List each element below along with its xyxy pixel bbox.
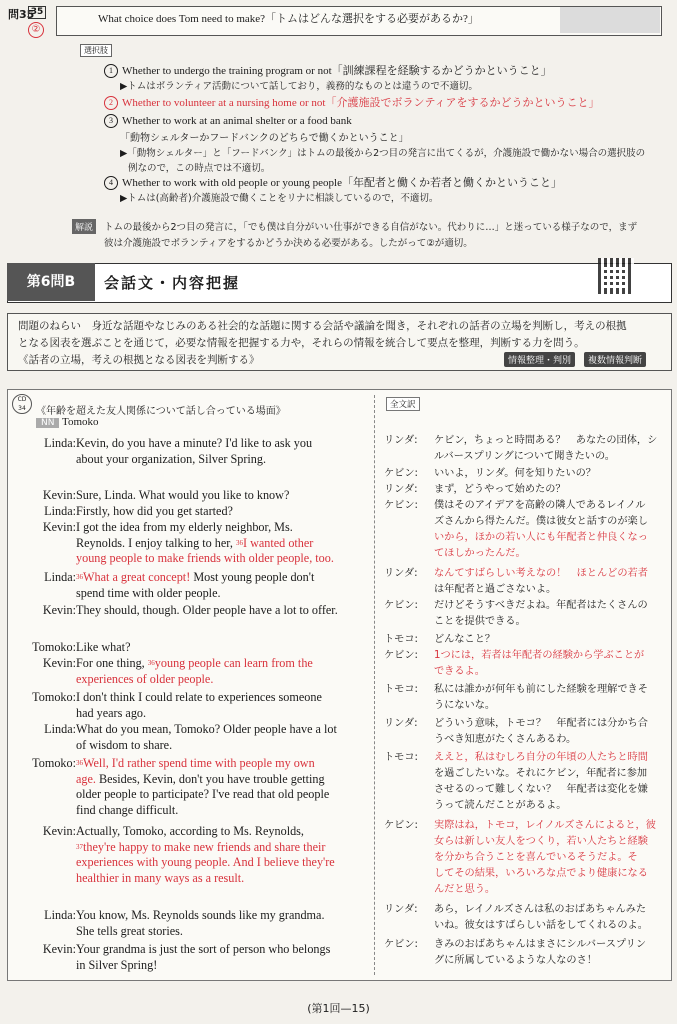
- speaker-label: Tomoko:: [32, 690, 76, 704]
- jp-dialogue-line: うべき知恵がたくさんあるわ。: [434, 734, 577, 745]
- dialogue-line: [76, 603, 338, 619]
- jp-dialogue-line: ケビン，ちょっと時間ある？ あなたの団体，シ: [434, 435, 658, 446]
- jp-dialogue-line: うにないな。: [434, 700, 496, 711]
- dialogue-text: Actually, Tomoko, according to Ms. Reynolds,: [76, 824, 304, 838]
- speaker-label: Tomoko:: [32, 640, 76, 654]
- dialogue-text: What a great concept!: [83, 570, 191, 584]
- question-ref-marker: 37: [76, 842, 83, 851]
- dialogue-line: [76, 690, 322, 706]
- dialogue-line: [76, 672, 213, 688]
- speaker-label: Linda:: [44, 504, 76, 518]
- jp-dialogue-line: ズさんから得たんだ。僕は彼女と話すのが楽し: [434, 516, 648, 527]
- dialogue-text: They should, though. Older people have a lot to offer.: [76, 603, 338, 617]
- dialogue-line: [76, 756, 315, 772]
- jp-dialogue-line: できるよ。: [434, 666, 485, 677]
- dialogue-line: [76, 803, 178, 819]
- aim-line-3: 《話者の立場，考えの根拠となる図表を判断する》: [18, 354, 260, 366]
- narrator-name: Tomoko: [62, 416, 99, 428]
- jp-dialogue-line: なんてすばらしい考えなの！ ほとんどの若者: [434, 568, 648, 579]
- dialogue-line: [76, 436, 312, 452]
- answer-mark: ②: [28, 22, 44, 38]
- dialogue-text: For one thing,: [76, 656, 148, 670]
- jp-dialogue-line: を過ごしたいな。それにケビン，年配者に参加: [434, 768, 648, 779]
- speaker-label: Linda:: [44, 722, 76, 736]
- jp-dialogue-line: どういう意味，トモコ？ 年配者には分かち合: [434, 718, 648, 729]
- dialogue-line: [76, 722, 337, 738]
- jp-dialogue-line: いね。彼女はすばらしい話をしてくれるのよ。: [434, 920, 648, 931]
- dialogue-text: they're happy to make new friends and share their: [83, 839, 326, 854]
- speaker-label: Kevin:: [42, 942, 76, 956]
- jp-speaker-label: リンダ:: [384, 568, 418, 579]
- section-label: 第6問B: [7, 263, 95, 301]
- jp-speaker-label: ケビン:: [384, 650, 418, 661]
- choice-4: 4 Whether to work with old people or young people「年配者と働くか若者と働くかということ」: [104, 174, 562, 190]
- explanation-tag: 解説: [72, 219, 96, 234]
- aim-tag-1: 情報整理・判別: [504, 352, 575, 367]
- aim-line-2: となる図表を選ぶことを通じて，必要な情報を把握する力や，それらの情報を統合して要点を整理，判断する力を問う。: [18, 337, 585, 349]
- jp-dialogue-line: ええと，私はむしろ自分の年頃の人たちと時間: [434, 752, 648, 763]
- jp-speaker-label: ケビン:: [384, 468, 418, 479]
- jp-dialogue-line: いいよ，リンダ。何を知りたいの？: [434, 468, 596, 479]
- dialogue-text: had years ago.: [76, 705, 147, 720]
- jp-speaker-label: リンダ:: [384, 904, 418, 915]
- choice-3: 3 Whether to work at an animal shelter or a food bank: [104, 114, 352, 128]
- dialogue-line: [76, 452, 266, 468]
- speaker-label: Kevin:: [42, 603, 76, 617]
- choice-3-note-cont: 例なので，この時点では不適切。: [128, 163, 271, 174]
- explanation-line-2: 彼は介護施設でボランティアをするかどうか決める必要がある。したがって②が適切。: [104, 238, 473, 249]
- jp-dialogue-line: ルバースプリングについて聞きたいの。: [434, 451, 615, 462]
- jp-speaker-label: ケビン:: [384, 939, 418, 950]
- dialogue-text: of wisdom to share.: [76, 737, 173, 752]
- dialogue-line: [76, 570, 314, 586]
- speaker-label: Linda:: [44, 436, 76, 450]
- explanation-line-1: トムの最後から2つ目の発言に，「でも僕は自分がいい仕事ができる自信がない。代わりに…」と迷っている様子なので，まず: [104, 222, 638, 233]
- dialogue-text: older people to participate? I've read that old people: [76, 787, 330, 801]
- narrator-tag: NN: [36, 418, 59, 428]
- dialogue-line: [76, 551, 334, 567]
- dialogue-text: spend time with older people.: [76, 585, 221, 600]
- dialogue-line: [76, 586, 221, 602]
- dialogue-text: experiences of older people.: [76, 671, 214, 686]
- question-label: 問35: [8, 8, 35, 21]
- dialogue-text: age.: [76, 771, 96, 786]
- question-ref-marker: 36: [235, 538, 243, 547]
- choice-4-note: ▶トムは(高齢者)介護施設で働くことをリナに相談しているので，不適切。: [120, 193, 439, 204]
- jp-dialogue-line: 実際はね，トモコ，レイノルズさんによると，彼: [434, 820, 656, 831]
- speaker-label: Kevin:: [42, 656, 76, 670]
- speaker-label: Kevin:: [42, 824, 76, 838]
- jp-dialogue-line: うって読んだことがあるよ。: [434, 800, 567, 811]
- jp-dialogue-line: してその結果，いろいろな点でより健康になる: [434, 868, 648, 879]
- choice-2-correct: 2 Whether to volunteer at a nursing home or not「介護施設でボランティアをするかどうかということ」: [104, 94, 600, 110]
- dialogue-text: Reynolds. I enjoy talking to her,: [76, 535, 236, 550]
- question-ref-marker: 36: [76, 573, 83, 581]
- dialogue-line: [76, 640, 130, 656]
- section-title: 会話文・内容把握: [104, 274, 241, 292]
- jp-dialogue-line: いから，ほかの若い人にも年配者と仲良くなっ: [434, 532, 648, 543]
- jp-speaker-label: リンダ:: [384, 435, 418, 446]
- dialogue-line: [76, 772, 325, 788]
- dialogue-text: I got the idea from my elderly neighbor, Ms.: [76, 520, 293, 534]
- jp-dialogue-line: まず，どうやって始めたの？: [434, 484, 566, 495]
- dialogue-text: find change difficult.: [76, 802, 179, 817]
- dialogue-line: [76, 520, 293, 536]
- jp-dialogue-line: 私には誰かが何年も前にした経験を理解できそ: [434, 684, 648, 695]
- dialogue-text: about your organization, Silver Spring.: [76, 451, 267, 466]
- jp-speaker-label: ケビン:: [384, 600, 418, 611]
- jp-dialogue-line: きみのおばあちゃんはまさにシルバースプリン: [434, 939, 647, 950]
- dialogue-line: [76, 824, 304, 840]
- dialogue-text: I don't think I could relate to experiences someone: [76, 690, 322, 704]
- dialogue-line: [76, 706, 146, 722]
- jp-dialogue-line: は年配者と過ごさないよ。: [434, 584, 557, 595]
- jp-speaker-label: ケビン:: [384, 500, 418, 511]
- dialogue-line: [76, 924, 183, 940]
- speaker-label: Tomoko:: [32, 756, 76, 770]
- jp-dialogue-line: てほしかったんだ。: [434, 548, 526, 559]
- dialogue-line: [76, 908, 325, 924]
- question-ref-marker: 36: [76, 759, 83, 767]
- speaker-label: Kevin:: [42, 520, 76, 534]
- choices-tag: 選択肢: [80, 44, 112, 57]
- dialogue-text: Kevin, do you have a minute? I'd like to ask you: [76, 436, 313, 450]
- choice-3-translation: 「動物シェルターかフードバンクのどちらで働くかということ」: [120, 133, 409, 144]
- scene-description: 《年齢を超えた友人関係について話し合っている場面》: [36, 406, 286, 417]
- translation-tag: 全文訳: [386, 397, 420, 411]
- jp-dialogue-line: んだと思う。: [434, 884, 496, 895]
- jp-dialogue-line: 1つには，若者は年配者の経験から学ぶことが: [434, 650, 645, 661]
- dialogue-line: [76, 536, 313, 552]
- jp-dialogue-line: ことを提供できる。: [434, 616, 526, 627]
- choice-1-note: ▶トムはボランティア活動について話しており，義務的なものとは違うので不適切。: [120, 81, 478, 92]
- qr-code-pattern: [604, 264, 628, 288]
- dialogue-text: in Silver Spring!: [76, 957, 158, 972]
- dialogue-line: [76, 656, 313, 672]
- question-number-box: 35: [28, 6, 46, 19]
- question-ref-marker: 36: [147, 659, 155, 667]
- jp-dialogue-line: どんなこと？: [434, 634, 496, 645]
- column-divider: [374, 395, 375, 975]
- dialogue-line: [76, 871, 244, 887]
- dialogue-text: Sure, Linda. What would you like to know?: [76, 488, 290, 502]
- jp-dialogue-line: させるのって難しくない？ 年配者は変化を嫌: [434, 784, 648, 795]
- dialogue-line: [76, 738, 172, 754]
- dialogue-text: What do you mean, Tomoko? Older people have a lot: [76, 722, 337, 736]
- jp-dialogue-line: 女らは新しい友人をつくり，若い人たちと経験: [434, 836, 648, 847]
- jp-dialogue-line: だけどそうすべきだよね。年配者はたくさんの: [434, 600, 648, 611]
- dialogue-line: [76, 504, 233, 520]
- jp-dialogue-line: グに所属しているような人なのさ！: [434, 955, 597, 966]
- dialogue-text: Besides, Kevin, don't you have trouble getting: [95, 771, 325, 786]
- dialogue-text: You know, Ms. Reynolds sounds like my grandma.: [76, 908, 325, 922]
- dialogue-line: [76, 787, 329, 803]
- jp-speaker-label: トモコ:: [384, 752, 418, 763]
- aim-tag-2: 複数情報判断: [584, 352, 646, 367]
- dialogue-text: Most young people don't: [190, 570, 315, 584]
- speaker-label: Linda:: [44, 570, 76, 584]
- jp-speaker-label: リンダ:: [384, 484, 418, 495]
- jp-speaker-label: トモコ:: [384, 634, 418, 645]
- dialogue-text: healthier in many ways as a result.: [76, 870, 245, 885]
- cd-track-icon: CD 34: [12, 394, 32, 414]
- dialogue-line: [76, 840, 325, 856]
- jp-speaker-label: トモコ:: [384, 684, 418, 695]
- speaker-label: Linda:: [44, 908, 76, 922]
- choice-3-note: ▶「動物シェルター」と「フードバンク」はトムの最後から2つ目の発言に出てくるが，介護施設で働かない場合の選択肢の: [120, 148, 646, 159]
- dialogue-text: I wanted other: [242, 535, 314, 550]
- choice-1: 1 Whether to undergo the training program or not「訓練課程を経験するかどうかということ」: [104, 62, 552, 78]
- dialogue-text: young people can learn from the: [154, 656, 313, 670]
- dialogue-text: experiences with young people. And I believe they're: [76, 855, 335, 869]
- dialogue-text: She tells great stories.: [76, 923, 183, 938]
- jp-speaker-label: ケビン:: [384, 820, 418, 831]
- question-box-decoration: [560, 7, 660, 33]
- dialogue-line: [76, 958, 157, 974]
- aim-line-1: 問題のねらい 身近な話題やなじみのある社会的な話題に関する会話や議論を聞き，それぞれの話者の立場を判断し，考えの根拠: [18, 320, 627, 332]
- dialogue-text: Well, I'd rather spend time with people my own: [83, 756, 315, 770]
- jp-dialogue-line: を分かち合うことを喜んでいるそうだよ。そ: [434, 852, 638, 863]
- dialogue-text: Your grandma is just the sort of person who belongs: [76, 942, 331, 956]
- jp-dialogue-line: 僕はそのアイデアを高齢の隣人であるレイノル: [434, 500, 646, 511]
- speaker-label: Kevin:: [42, 488, 76, 502]
- page-footer: (第1回—15): [307, 1002, 370, 1015]
- dialogue-line: [76, 855, 335, 871]
- dialogue-text: young people to make friends with older people, too.: [76, 551, 334, 565]
- question-text: What choice does Tom need to make?「トムはどんな選択をする必要があるか?」: [98, 13, 479, 25]
- jp-dialogue-line: あら，レイノルズさんは私のおばあちゃんみた: [434, 904, 647, 915]
- dialogue-line: [76, 942, 330, 958]
- dialogue-text: Like what?: [76, 640, 131, 654]
- dialogue-line: [76, 488, 289, 504]
- jp-speaker-label: リンダ:: [384, 718, 418, 729]
- dialogue-text: Firstly, how did you get started?: [76, 504, 233, 518]
